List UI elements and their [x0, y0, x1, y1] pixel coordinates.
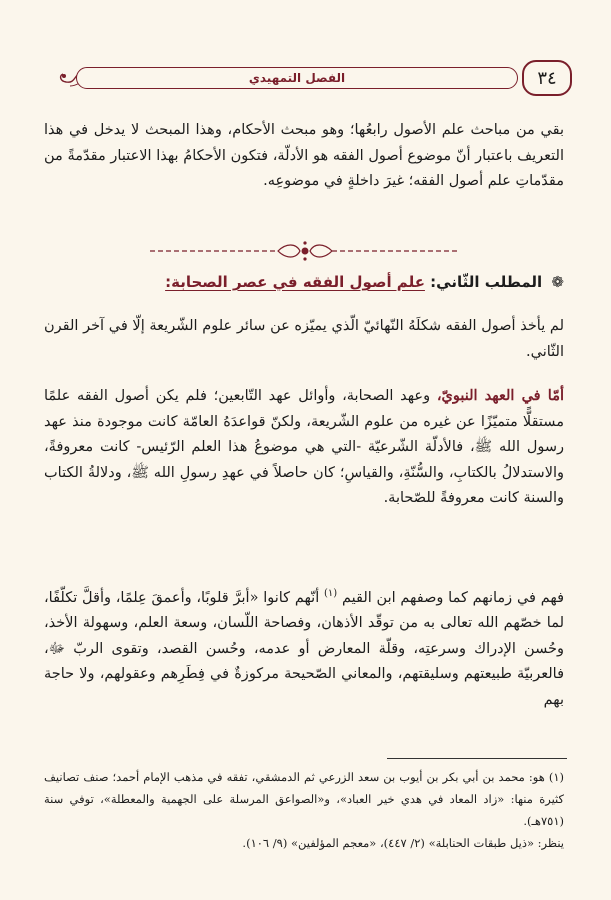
paragraph-origin: لم يأخذ أصول الفقه شكلَهُ النّهائيّ الّذي يميّزه عن سائر علوم الشّريعة إلّا في آخر القرن الثّاني. — [44, 318, 564, 360]
footnote-sources: ينظر: «ذيل طبقات الحنابلة» (٢/ ٤٤٧)، «معجم المؤلفين» (٩/ ١٠٦). — [242, 836, 564, 850]
flower-bullet-icon: ❁ — [551, 273, 564, 291]
paragraph-intro: بقي من مباحث علم الأصول رابعُها؛ وهو مبحث الأحكام، وهذا المبحث لا يدخل في هذا التعريف باعتبار أنّ موضوع أصول الفقه هو الأدلّة، فتكون الأحكامُ بهذا الاعتبار مقدّمةً من مقدّماتِ علم أصول الفقه؛ غيرَ داخلةٍ في موضوعِه. — [44, 122, 564, 189]
chapter-title: الفصل التمهيدي — [248, 71, 346, 85]
ornamental-divider-icon — [150, 240, 460, 262]
page-number: ٣٤ — [537, 67, 557, 89]
paragraph-body: وعهد الصحابة، وأوائل عهد التّابعين؛ فلم يكن أصول الفقه علمًا مستقلًّا متميّزًا عن غيره من علوم الشّريعة، ولكنّ قواعدَهُ العامّة كانت موجودة منذ عهد رسول الله ﷺ، فالأدلّة الشّرعيّة -التي هي موضوعُ هذا العلم الرّئيس- كانت معروفةً، والاستدلالُ بالكتابِ، والسُّنّةِ، والقياسِ؛ كان حاصلاً في عهدِ رسولِ الله ﷺ، ودلالةُ الكتاب والسنة كانت معروفةً للصّحابة. — [44, 388, 564, 506]
paragraph-ibn-qayyim — [44, 581, 564, 713]
paragraph-lead-phrase: أمّا في العهد النبويّ، — [436, 387, 564, 404]
footnotes — [44, 766, 564, 854]
paragraph-start: فهم في زمانهم كما وصفهم ابن القيم — [337, 589, 565, 606]
section-label: المطلب الثّاني: — [430, 273, 543, 291]
page-number-frame — [522, 60, 572, 96]
section-title: علم أصول الفقه في عصر الصحابة: — [165, 273, 425, 291]
footnote-1: (١) هو: محمد بن أبي بكر بن أيوب بن سعد الزرعي ثم الدمشقي، تفقه في مذهب الإمام أحمد؛ صنف تصانيف كثيرة منها: «زاد المعاد في هدي خير العباد»، و«الصواعق المرسلة على الجهمية والمعطلة»، توفي سنة (٧٥١هـ). — [44, 770, 564, 828]
paragraph-quote: أنّهم كانوا «أبرَّ قلوبًا، وأعمقَ عِلمًا، وأقلَّ تكلّفًا، لما خصّهم الله تعالى به من توقّد الأذهان، وفصاحة اللّسان، وسعة العلم، وسهولة الأخذ، وحُسن الإدراك وسرعتِه، وقلّة المعارض أو عدمه، وحُسن القصد، وتقوى الربّ ﷻ، فالعربيّة طبيعتهم وسليقتهم، والمعاني الصّحيحة مركوزةٌ في فِطَرِهم وعقولهم، ولا حاجة بهم — [44, 589, 564, 708]
footnote-reference[interactable]: (١) — [324, 588, 338, 599]
section-heading — [44, 270, 564, 294]
footnote-separator — [387, 758, 567, 759]
paragraph-prophetic-era — [44, 383, 564, 512]
page-header — [62, 60, 572, 94]
chapter-title-bar — [76, 67, 518, 89]
